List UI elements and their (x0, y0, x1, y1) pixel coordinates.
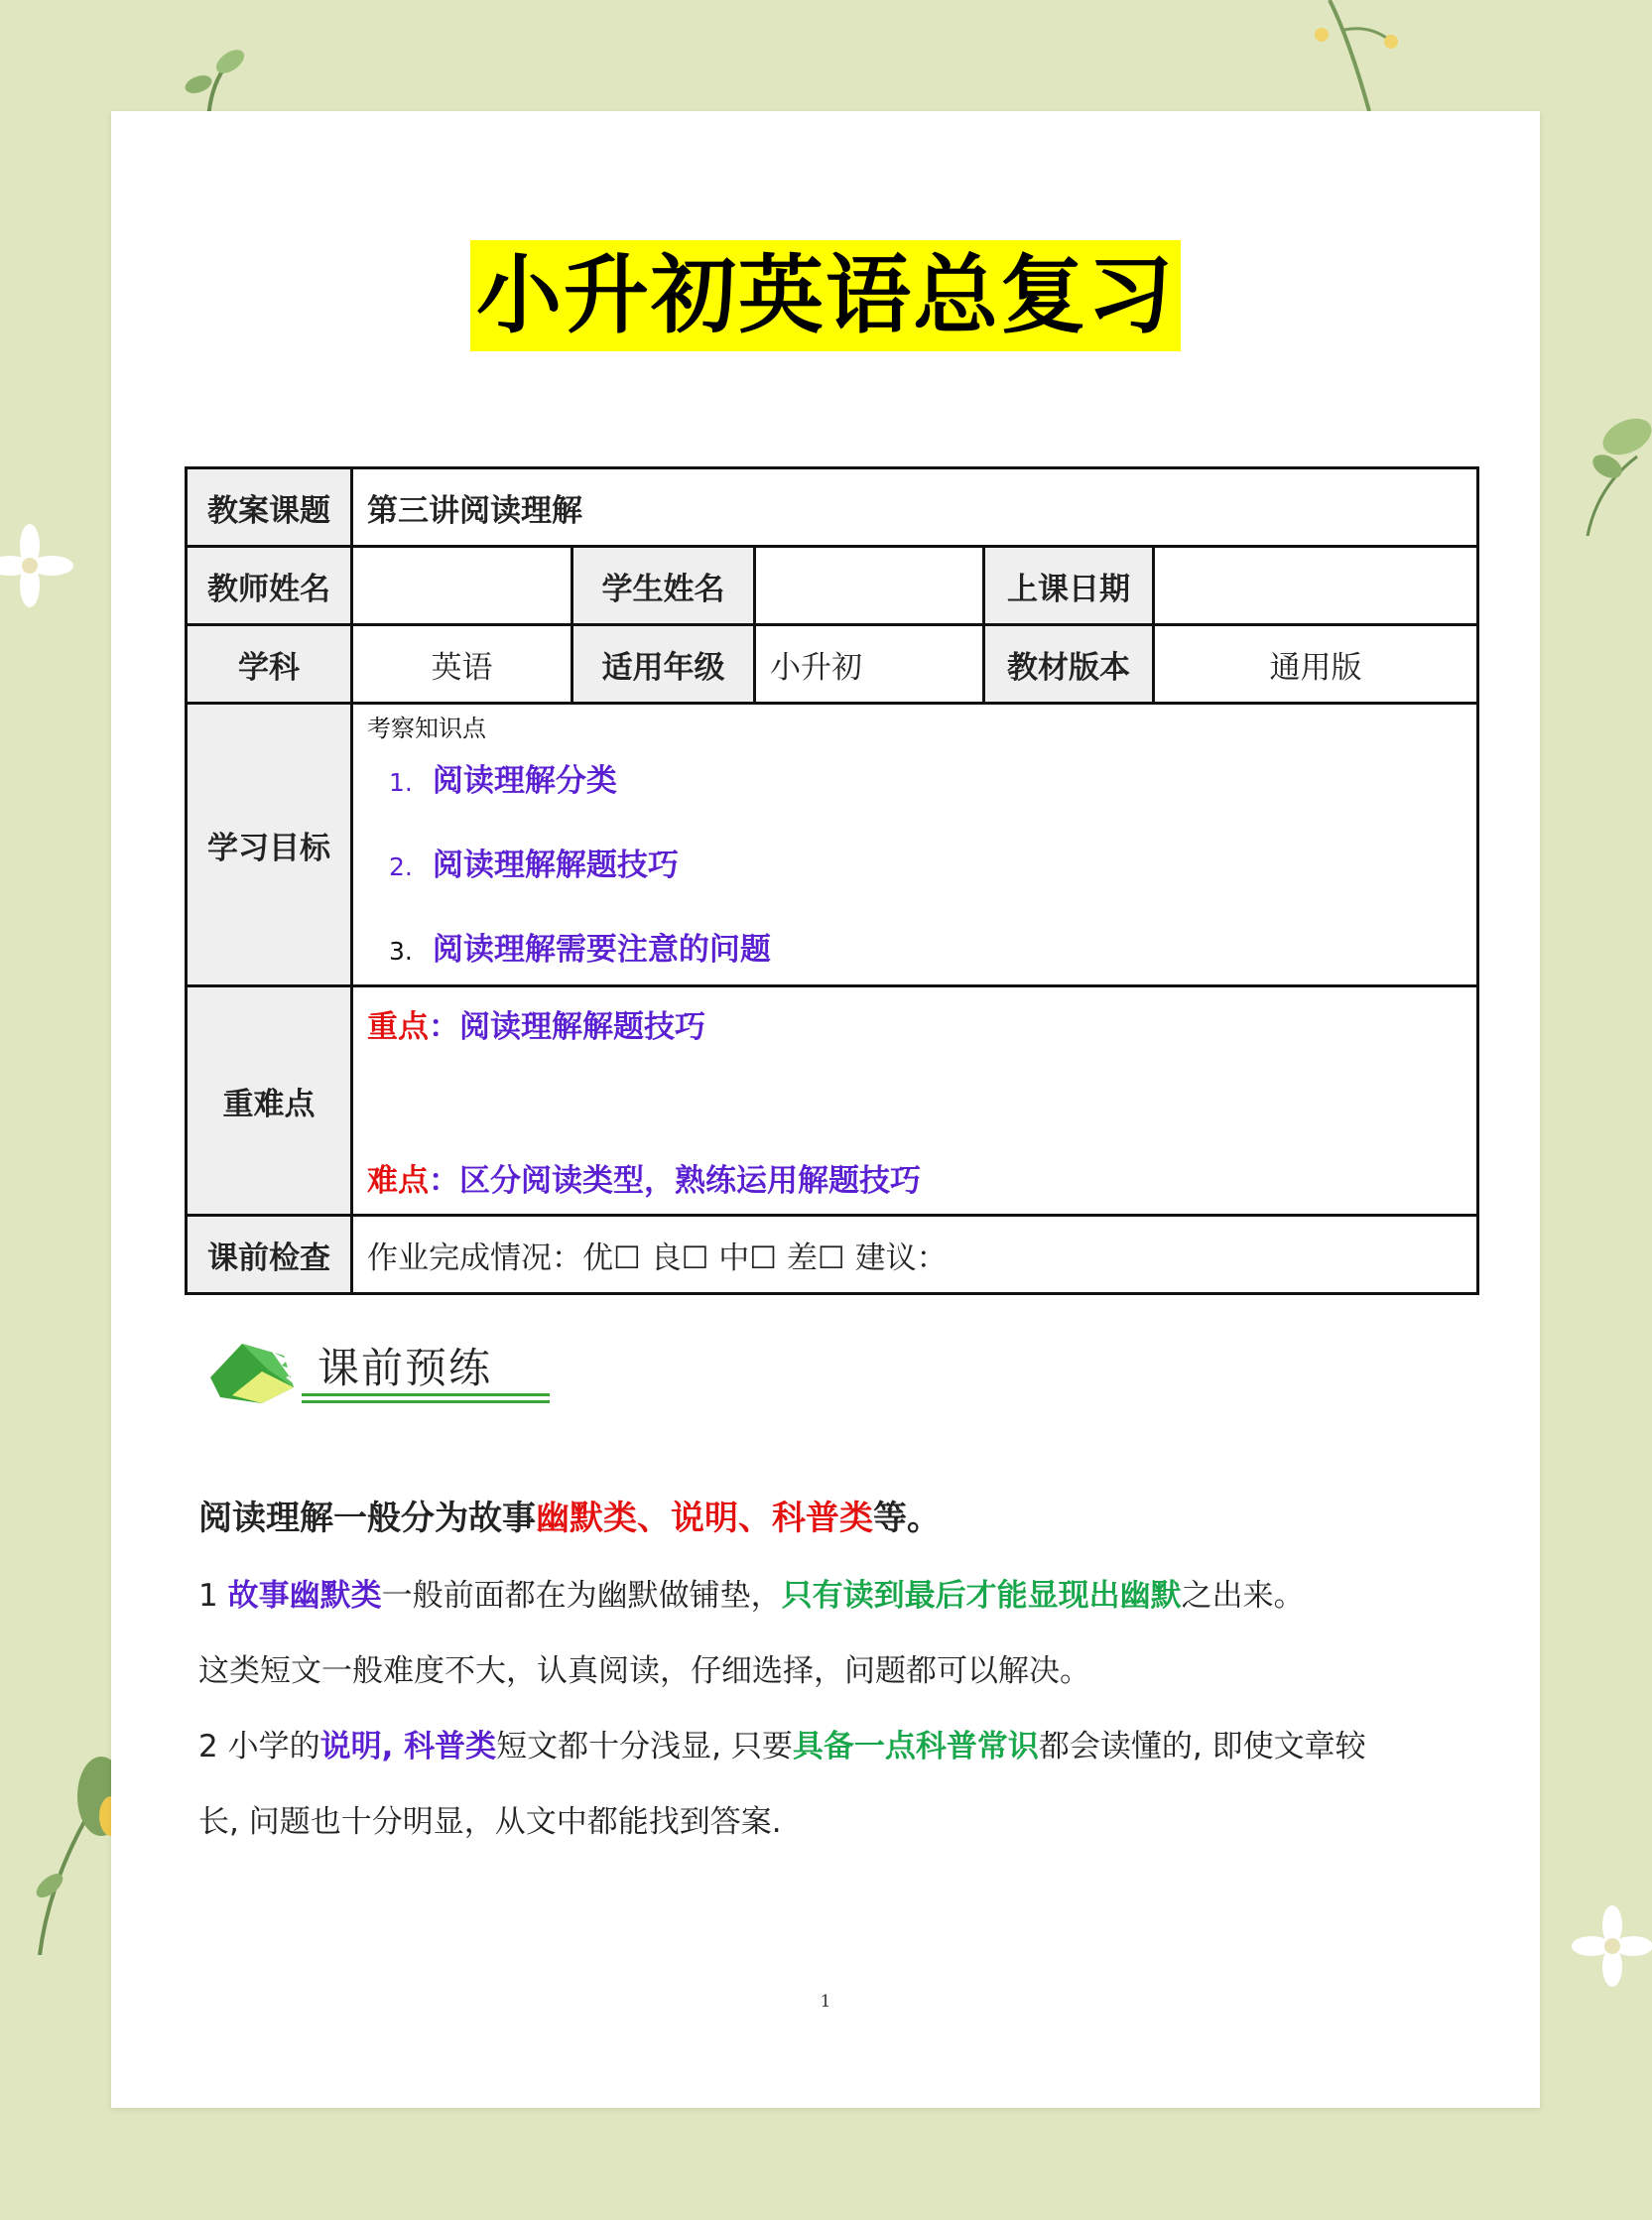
goal-number: 1. (389, 768, 413, 797)
p1-text-end: 之出来。 (1181, 1578, 1305, 1614)
lead-text-end: 等。 (873, 1499, 941, 1538)
p3-text-end: 都会读懂的, 即使文章较 (1038, 1729, 1366, 1764)
paragraph-3 (198, 1709, 1478, 1784)
goal-number: 2. (389, 852, 413, 881)
goals-label: 学习目标 (187, 704, 352, 986)
grade-value: 小升初 (755, 625, 984, 704)
p3-highlight-purple: 说明, 科普类 (319, 1729, 497, 1764)
paragraph-4: 长, 问题也十分明显，从文中都能找到答案. (198, 1804, 782, 1840)
lead-text: 阅读理解一般分为故事 (198, 1499, 536, 1538)
difficulty-label: 难点 (367, 1163, 429, 1199)
focus-value: 阅读理解解题技巧 (459, 1009, 705, 1045)
title-wrapper (111, 240, 1540, 351)
leaf-decoration-icon (1548, 397, 1652, 536)
document-page (111, 111, 1540, 2108)
table-row (187, 547, 1478, 625)
date-value (1154, 547, 1478, 625)
p1-number: 1 (198, 1578, 228, 1614)
topic-label: 教案课题 (187, 468, 352, 547)
list-item (389, 755, 1462, 800)
focus-label: 重点 (367, 1009, 429, 1045)
teacher-label: 教师姓名 (187, 547, 352, 625)
goals-caption: 考察知识点 (367, 715, 486, 742)
difficulty-line: 难点：区分阅读类型，熟练运用解题技巧 (367, 1163, 921, 1199)
p3-text: 短文都十分浅显, 只要 (496, 1729, 793, 1764)
goal-text: 阅读理解解题技巧 (432, 848, 679, 883)
flower-decoration-icon (0, 516, 89, 615)
subject-value: 英语 (352, 625, 572, 704)
table-row (187, 625, 1478, 704)
table-row (187, 986, 1478, 1216)
student-value (755, 547, 984, 625)
difficulty-value: 区分阅读类型，熟练运用解题技巧 (459, 1163, 921, 1199)
list-item (389, 840, 1462, 884)
edition-value: 通用版 (1154, 625, 1478, 704)
grade-label: 适用年级 (572, 625, 755, 704)
goals-cell (352, 704, 1478, 986)
p1-highlight-purple: 故事幽默类 (227, 1578, 382, 1614)
flower-decoration-icon-2 (1568, 1905, 1652, 2005)
body-text (198, 1479, 1478, 1860)
p3-highlight-green: 具备一点科普常识 (792, 1729, 1039, 1764)
keypoints-cell (352, 986, 1478, 1216)
goal-text: 阅读理解需要注意的问题 (432, 932, 771, 968)
section-title: 课前预练 (318, 1344, 493, 1392)
table-row (187, 468, 1478, 547)
paragraph-2: 这类短文一般难度不大，认真阅读，仔细选择，问题都可以解决。 (198, 1653, 1090, 1689)
section-header (202, 1326, 560, 1411)
topic-value: 第三讲阅读理解 (352, 468, 1478, 547)
p3-number: 2 小学的 (198, 1729, 320, 1764)
goal-text: 阅读理解分类 (432, 763, 617, 799)
student-label: 学生姓名 (572, 547, 755, 625)
subject-label: 学科 (187, 625, 352, 704)
check-label: 课前检查 (187, 1216, 352, 1294)
edition-label: 教材版本 (984, 625, 1154, 704)
plant-decoration-icon (20, 1737, 119, 1955)
focus-line: 重点：阅读理解解题技巧 (367, 1009, 705, 1045)
page-number: 1 (820, 1992, 831, 2012)
sprout-decoration-icon (169, 40, 258, 119)
check-value: 作业完成情况：优☐ 良☐ 中☐ 差☐ 建议： (352, 1216, 1478, 1294)
lead-paragraph (198, 1479, 1478, 1558)
lead-highlight: 幽默类、说明、科普类 (536, 1499, 873, 1538)
list-item (389, 924, 1462, 969)
table-row (187, 1216, 1478, 1294)
p1-text: 一般前面都在为幽默做铺垫， (381, 1578, 782, 1614)
paragraph-1 (198, 1558, 1478, 1633)
page-title: 小升初英语总复习 (470, 240, 1181, 351)
date-label: 上课日期 (984, 547, 1154, 625)
goal-number: 3. (389, 937, 413, 966)
branch-decoration-icon (1300, 0, 1419, 111)
teacher-value (352, 547, 572, 625)
keypoints-label: 重难点 (187, 986, 352, 1216)
table-row (187, 704, 1478, 986)
goals-list (367, 755, 1462, 969)
p1-highlight-green: 只有读到最后才能显现出幽默 (781, 1578, 1182, 1614)
lesson-plan-table (185, 466, 1479, 1295)
